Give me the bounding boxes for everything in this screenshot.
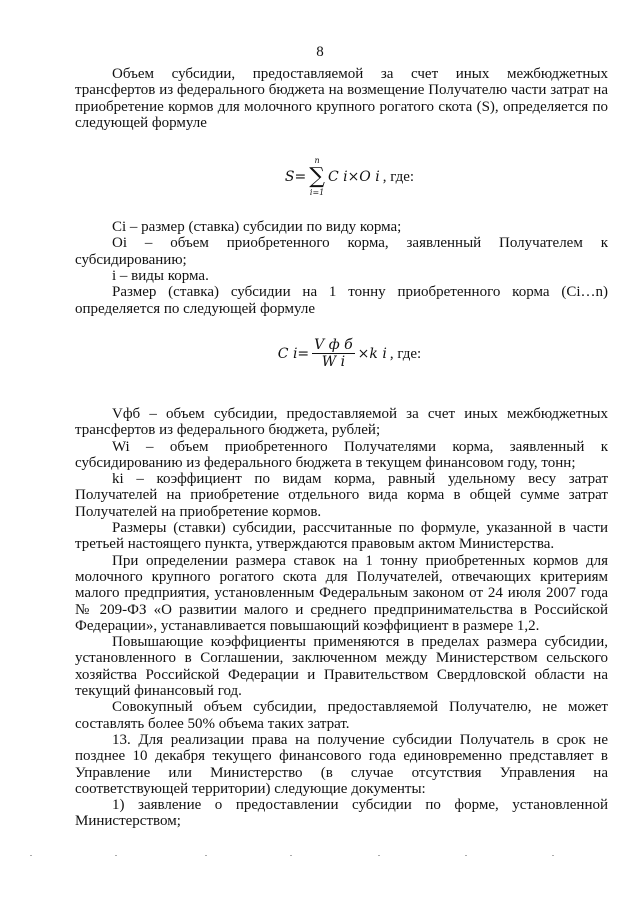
scan-mark	[30, 855, 32, 856]
definition-vfb: Vфб – объем субсидии, предоставляемой за счет иных межбюджетных трансфертов из федерального бюджета, рублей;	[75, 405, 608, 439]
definition-ci: Ci – размер (ставка) субсидии по виду корма;	[112, 219, 402, 236]
paragraph-rates-approval: Размеры (ставки) субсидии, рассчитанные по формуле, указанной в части третьей настоящего пункта, утверждаются правовым актом Министерства.	[75, 520, 608, 553]
page-number: 8	[316, 44, 324, 60]
sum-upper-limit: n	[314, 156, 320, 166]
definition-wi: Wi – объем приобретенного Получателями корма, заявленный к субсидированию из федерального бюджета в текущем финансовом году, тонн;	[75, 438, 608, 471]
formula-subsidy-total	[91, 151, 608, 203]
scan-mark	[115, 855, 117, 856]
formula-equals: =	[297, 345, 310, 362]
paragraph-rate: Размер (ставка) субсидии на 1 тонну приобретенного корма (Ci…n) определяется по следующей формуле	[75, 284, 608, 317]
scan-mark	[205, 855, 207, 856]
formula-rate	[91, 336, 608, 372]
paragraph-item-13: 13. Для реализации права на получение субсидии Получатель в срок не позднее 10 декабря текущего финансового года единовременно представляет в Управление или Министерство (в случае отсутствия Управления на соответствующей территории) следующие документы:	[75, 731, 608, 797]
scan-mark	[378, 855, 380, 856]
summation-symbol	[309, 156, 325, 198]
paragraph-item-13-1: 1) заявление о предоставлении субсидии по форме, установленной Министерством;	[75, 797, 608, 830]
definition-oi: Oi – объем приобретенного корма, заявленный Получателем к субсидированию;	[75, 235, 608, 268]
scan-mark	[465, 855, 467, 856]
sum-lower-limit: i=1	[309, 188, 325, 198]
formula-term: C i×O i	[327, 169, 380, 186]
formula-tail: ×k i	[357, 345, 387, 362]
scan-mark	[290, 855, 292, 856]
sigma-glyph: ∑	[309, 164, 325, 190]
formula-lhs: S	[284, 169, 295, 186]
paragraph-total-limit: Совокупный объем субсидии, предоставляемой Получателю, не может составлять более 50% объема таких затрат.	[75, 699, 608, 732]
paragraph-subsidy-volume: Объем субсидии, предоставляемой за счет иных межбюджетных трансфертов из федерального бюджета на возмещение Получателю части затрат на приобретение кормов для молочного крупного рогатого скота (S), определяется по следующей формуле	[75, 66, 608, 131]
formula-suffix: , где:	[389, 345, 422, 362]
formula-equals: =	[294, 169, 307, 186]
scan-mark	[552, 855, 554, 856]
fraction	[312, 337, 355, 370]
formula-suffix: , где:	[382, 169, 415, 186]
document-body	[75, 66, 608, 830]
paragraph-small-enterprise: При определении размера ставок на 1 тонну приобретенных кормов для молочного крупного рогатого скота для Получателей, отвечающих критериям малого предприятия, установленным Федеральным законом от 24 июля 2007 года № 209-ФЗ «О развитии малого и среднего предпринимательства в Российской Федерации», устанавливается повышающий коэффициент в размере 1,2.	[75, 552, 608, 634]
paragraph-coefficients: Повышающие коэффициенты применяются в пределах размера субсидии, установленного в Соглашении, заключенном между Министерством сельского хозяйства Российской Федерации и Правительством Свердловской области на текущий финансовый год.	[75, 634, 608, 700]
scan-margin-marks	[0, 855, 640, 859]
fraction-denominator: W i	[321, 354, 346, 371]
fraction-numerator: V ф б	[314, 337, 353, 354]
definition-ki: ki – коэффициент по видам корма, равный удельному весу затрат Получателей на приобретение отдельного вида корма в общей сумме затрат Получателей на приобретение кормов.	[75, 471, 608, 520]
formula-lhs: C i	[277, 345, 298, 362]
definition-i: i – виды корма.	[112, 268, 209, 285]
